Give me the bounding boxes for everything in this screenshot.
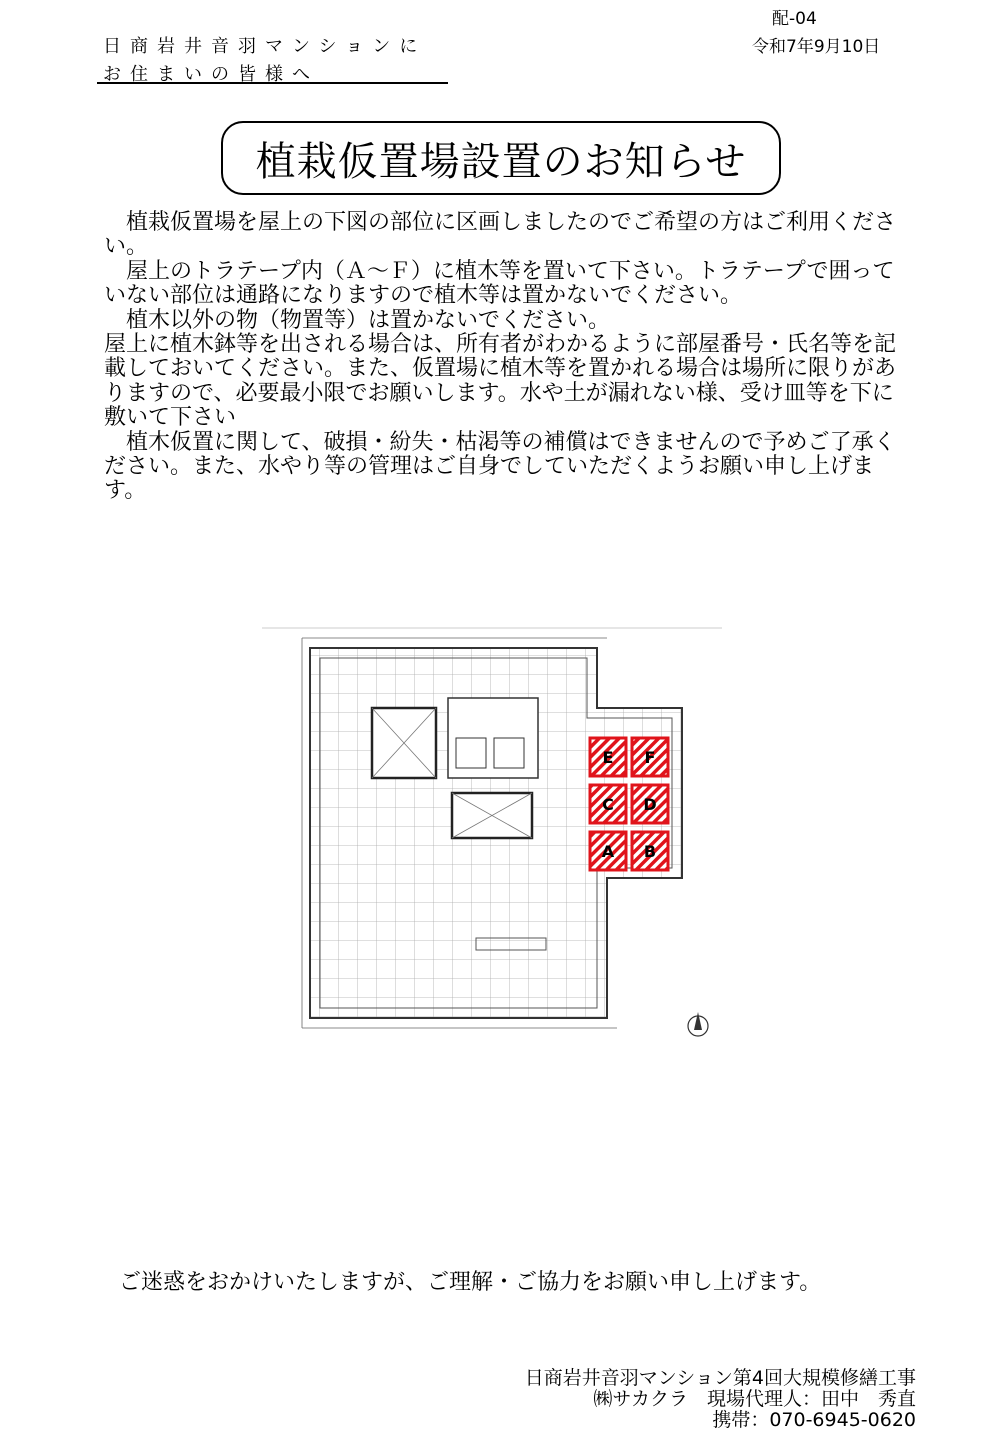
addressee-line-1: 日商岩井音羽マンションに (103, 36, 427, 57)
body-paragraph: 植木仮置に関して、破損・紛失・枯渇等の補償はできませんので予めご了承ください。また、水やり等の管理はご自身でしていただくようお願い申し上げます。 (104, 429, 896, 504)
placement-area-label: F (644, 748, 656, 767)
body-paragraph: 屋上のトラテープ内（Ａ～Ｆ）に植木等を置いて下さい。トラテープで囲っていない部位は通路になりますので植木等は置かないでください。 (104, 258, 895, 309)
placement-area-label: D (643, 795, 657, 814)
placement-area-f (632, 738, 668, 776)
footer-contractor: ㈱サカクラ 現場代理人：田中 秀直 (593, 1388, 916, 1410)
roof-floor-plan (262, 598, 722, 1048)
body-paragraph: 植栽仮置場を屋上の下図の部位に区画しましたのでご希望の方はご利用ください。 (104, 210, 897, 260)
placement-area-e (590, 738, 626, 776)
notice-title: 植栽仮置場設置のお知らせ (255, 138, 747, 185)
notice-title-box (221, 121, 781, 195)
issue-date: 令和7年9月10日 (752, 37, 881, 57)
body-paragraph: 屋上に植木鉢等を出される場合は、所有者がわかるように部屋番号・氏名等を記載しておいてください。また、仮置場に植木等を置かれる場合は場所に限りがありますので、必要最小限でお願いします。水や土が漏れない様、受け皿等を下に敷いて下さい (104, 332, 897, 431)
placement-area-label: A (601, 842, 615, 861)
placement-area-a (590, 832, 626, 870)
placement-area-d (632, 785, 668, 823)
footer-project: 日商岩井音羽マンション第4回大規模修繕工事 (524, 1367, 916, 1389)
closing-message: ご迷惑をおかけいたしますが、ご理解・ご協力をお願い申し上げます。 (119, 1270, 822, 1295)
placement-area-label: E (602, 748, 614, 767)
placement-area-c (590, 785, 626, 823)
notice-body (104, 211, 904, 504)
addressee-line-2: お住まいの皆様へ (103, 64, 319, 85)
addressee-underline (97, 82, 448, 84)
document-number: 配-04 (772, 9, 817, 29)
placement-area-b (632, 832, 668, 870)
body-paragraph: 植木以外の物（物置等）は置かないでください。 (104, 307, 611, 333)
footer-phone: 携帯：070-6945-0620 (712, 1409, 916, 1431)
placement-area-label: C (602, 795, 614, 814)
placement-area-label: B (643, 842, 657, 861)
